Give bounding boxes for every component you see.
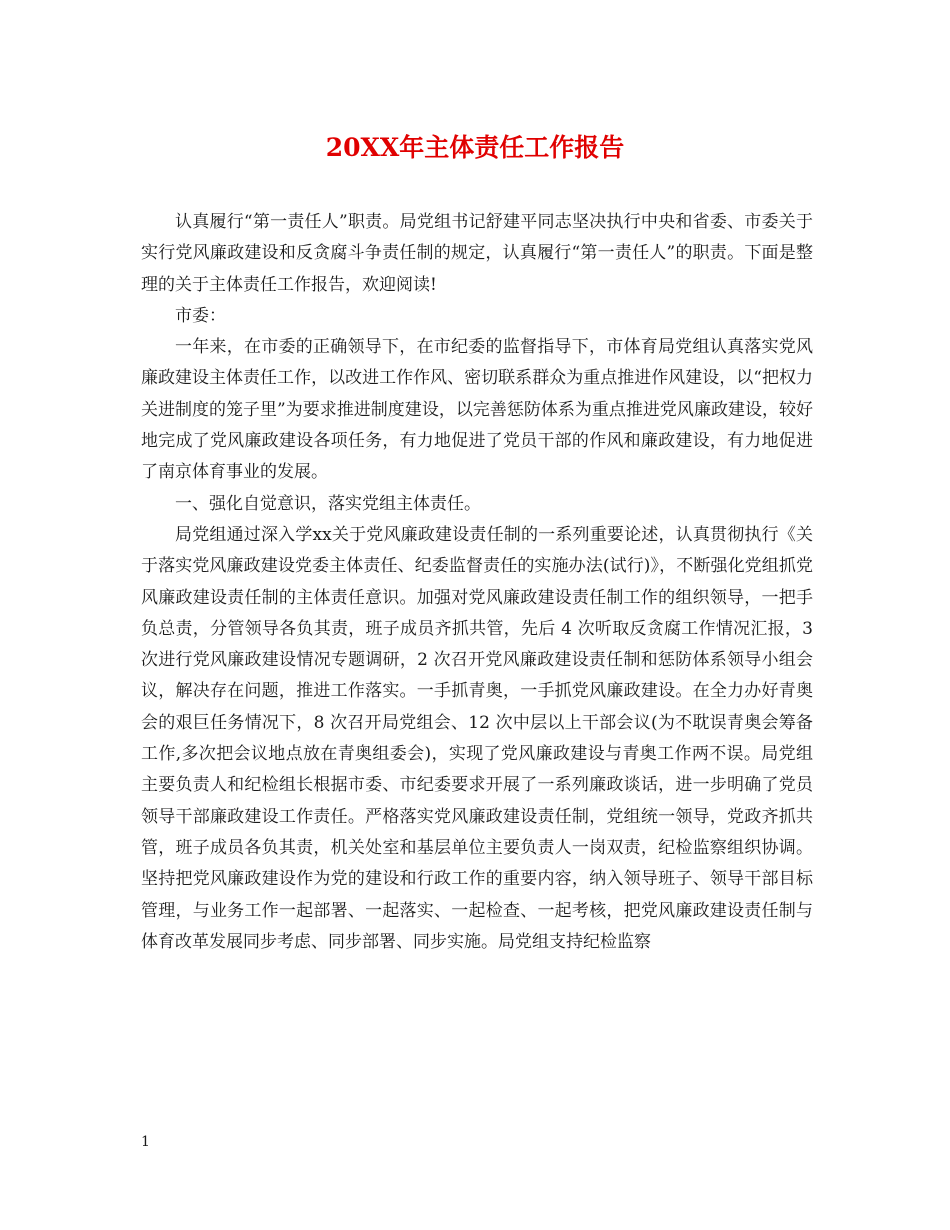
section-heading-1: 一、强化自觉意识，落实党组主体责任。: [175, 493, 481, 514]
paragraph-salutation: 市委：: [175, 305, 226, 326]
paragraph-summary: 一年来，在市委的正确领导下，在市纪委的监督指导下，市体育局党组认真落实党风廉政建设主体责任工作，以改进工作作风、密切联系群众为重点推进作风建设，以“把权力关进制度的笼子里”为要求推进制度建设，以完善惩防体系为重点推进党风廉政建设，较好地完成了党风廉政建设各项任务，有力地促进了党员干部的作风和廉政建设，有力地促进了南京体育事业的发展。: [141, 337, 813, 483]
page-number: 1: [141, 1134, 150, 1150]
paragraph-section-1: 局党组通过深入学xx关于党风廉政建设责任制的一系列重要论述，认真贯彻执行《关于落实党风廉政建设党委主体责任、纪委监督责任的实施办法(试行)》，不断强化党组抓党风廉政建设责任制的主体责任意识。加强对党风廉政建设责任制工作的组织领导，一把手负总责，分管领导各负其责，班子成员齐抓共管，先后 4 次听取反贪腐工作情况汇报，3 次进行党风廉政建设情况专题调研，2 次召开党风廉政建设责任制和惩防体系领导小组会议，解决存在问题，推进工作落实。一手抓青奥，一手抓党风廉政建设。在全力办好青奥会的艰巨任务情况下，8 次召开局党组会、12 次中层以上干部会议(为不耽误青奥会筹备工作,多次把会议地点放在青奥组委会)，实现了党风廉政建设与青奥工作两不误。局党组主要负责人和纪检组长根据市委、市纪委要求开展了一系列廉政谈话，进一步明确了党员领导干部廉政建设工作责任。严格落实党风廉政建设责任制，党组统一领导，党政齐抓共管，班子成员各负其责，机关处室和基层单位主要负责人一岗双责，纪检监察组织协调。坚持把党风廉政建设作为党的建设和行政工作的重要内容，纳入领导班子、领导干部目标管理，与业务工作一起部署、一起落实、一起检查、一起考核，把党风廉政建设责任制与体育改革发展同步考虑、同步部署、同步实施。局党组支持纪检监察: [141, 524, 813, 952]
document-body: [141, 207, 813, 958]
document-title: 20XX年主体责任工作报告: [325, 133, 625, 162]
paragraph-intro: 认真履行“第一责任人”职责。局党组书记舒建平同志坚决执行中央和省委、市委关于实行党风廉政建设和反贪腐斗争责任制的规定，认真履行“第一责任人”的职责。下面是整理的关于主体责任工作报告，欢迎阅读!: [141, 212, 813, 295]
